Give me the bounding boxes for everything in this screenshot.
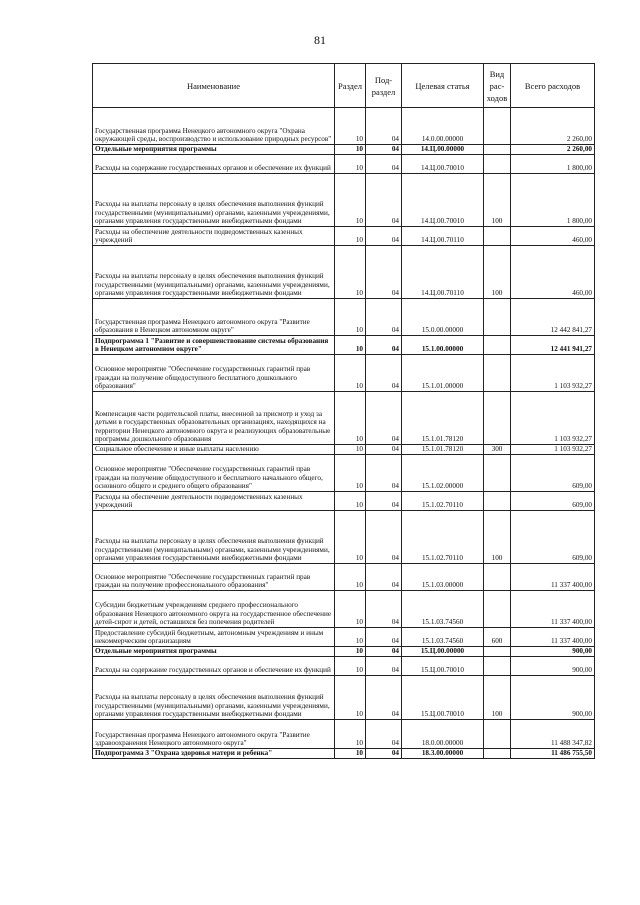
table-cell-section: 10 — [335, 657, 366, 676]
table-cell-section: 10 — [335, 647, 366, 657]
table-cell-type: 100 — [484, 174, 511, 227]
table-row — [93, 657, 595, 676]
table-cell-type — [484, 647, 511, 657]
table-cell-total: 1 800,00 — [511, 155, 595, 174]
table-cell-type: 300 — [484, 445, 511, 455]
table-cell-type — [484, 155, 511, 174]
table-cell-total: 900,00 — [511, 657, 595, 676]
table-row — [93, 108, 595, 145]
table-row — [93, 246, 595, 299]
page-number: 81 — [314, 33, 326, 47]
table-cell-subsection: 04 — [366, 720, 402, 749]
table-cell-subsection: 04 — [366, 299, 402, 336]
table-row — [93, 155, 595, 174]
header-type: Вид рас-ходов — [484, 64, 511, 108]
header-subsection: Под-раздел — [366, 64, 402, 108]
table-cell-type — [484, 749, 511, 759]
table-cell-subsection: 04 — [366, 445, 402, 455]
table-cell-subsection: 04 — [366, 647, 402, 657]
table-row — [93, 647, 595, 657]
table-cell-total: 460,00 — [511, 227, 595, 246]
table-cell-subsection: 04 — [366, 455, 402, 492]
table-cell-name: Отдельные мероприятия программы — [93, 145, 335, 155]
table-cell-subsection: 04 — [366, 155, 402, 174]
table-cell-section: 10 — [335, 564, 366, 591]
table-cell-target: 15.1.02.00000 — [402, 455, 484, 492]
table-cell-total: 11 337 400,00 — [511, 628, 595, 647]
table-cell-subsection: 04 — [366, 392, 402, 445]
table-cell-target: 18.0.00.00000 — [402, 720, 484, 749]
table-cell-section: 10 — [335, 749, 366, 759]
table-cell-total: 12 442 841,27 — [511, 299, 595, 336]
table-cell-type: 100 — [484, 246, 511, 299]
table-row — [93, 392, 595, 445]
table-cell-name: Подпрограмма 3 "Охрана здоровья матери и ребенка" — [93, 749, 335, 759]
table-cell-name: Расходы на содержание государственных органов и обеспечение их функций — [93, 155, 335, 174]
table-row — [93, 511, 595, 564]
table-cell-total: 609,00 — [511, 511, 595, 564]
table-cell-target: 14.Ц.00.70010 — [402, 174, 484, 227]
table-cell-section: 10 — [335, 155, 366, 174]
table-cell-section: 10 — [335, 174, 366, 227]
table-header-row — [93, 64, 595, 108]
table-cell-total: 1 800,00 — [511, 174, 595, 227]
table-cell-section: 10 — [335, 246, 366, 299]
table-cell-target: 15.1.01.00000 — [402, 355, 484, 392]
table-cell-total: 900,00 — [511, 676, 595, 720]
table-cell-subsection: 04 — [366, 227, 402, 246]
table-cell-target: 15.Ц.00.70010 — [402, 657, 484, 676]
table-row — [93, 445, 595, 455]
table-row — [93, 720, 595, 749]
table-cell-type — [484, 492, 511, 511]
table-cell-section: 10 — [335, 355, 366, 392]
table-cell-type — [484, 336, 511, 355]
table-cell-target: 14.0.00.00000 — [402, 108, 484, 145]
header-section: Раздел — [335, 64, 366, 108]
table-cell-subsection: 04 — [366, 749, 402, 759]
table-cell-target: 15.1.03.00000 — [402, 564, 484, 591]
table-cell-total: 12 441 941,27 — [511, 336, 595, 355]
budget-table — [92, 63, 595, 759]
table-cell-subsection: 04 — [366, 591, 402, 628]
table-cell-target: 14.Ц.00.70110 — [402, 246, 484, 299]
table-cell-type — [484, 145, 511, 155]
table-cell-total: 2 260,00 — [511, 108, 595, 145]
table-cell-name: Расходы на обеспечение деятельности подведомственных казенных учреждений — [93, 492, 335, 511]
table-cell-name: Расходы на выплаты персоналу в целях обеспечения выполнения функций государственными (муниципальными) органами, казенными учреждениями, органами управления государственными внебюджетными фондами — [93, 246, 335, 299]
table-cell-section: 10 — [335, 445, 366, 455]
table-row — [93, 455, 595, 492]
table-cell-subsection: 04 — [366, 511, 402, 564]
table-cell-total: 609,00 — [511, 492, 595, 511]
table-cell-subsection: 04 — [366, 246, 402, 299]
table-cell-section: 10 — [335, 511, 366, 564]
table-cell-total: 460,00 — [511, 246, 595, 299]
table-row — [93, 628, 595, 647]
table-cell-type — [484, 564, 511, 591]
table-cell-type: 600 — [484, 628, 511, 647]
table-cell-type — [484, 657, 511, 676]
table-cell-total: 11 337 400,00 — [511, 564, 595, 591]
table-cell-section: 10 — [335, 145, 366, 155]
table-cell-type — [484, 591, 511, 628]
table-cell-total: 1 103 932,27 — [511, 445, 595, 455]
header-name: Наименование — [93, 64, 335, 108]
table-row — [93, 564, 595, 591]
table-cell-name: Основное мероприятие "Обеспечение государственных гарантий прав граждан на получение общедоступного и бесплатного начального общего, основного общего и среднего общего образования" — [93, 455, 335, 492]
table-cell-subsection: 04 — [366, 657, 402, 676]
table-cell-target: 14.Ц.00.70010 — [402, 155, 484, 174]
table-cell-target: 15.Ц.00.00000 — [402, 647, 484, 657]
table-cell-target: 14.Ц.00.70110 — [402, 227, 484, 246]
table-cell-target: 15.0.00.00000 — [402, 299, 484, 336]
table-row — [93, 145, 595, 155]
table-cell-type — [484, 392, 511, 445]
table-cell-type — [484, 227, 511, 246]
table-cell-name: Государственная программа Ненецкого автономного округа "Развитие здравоохранения Ненецкого автономного округа" — [93, 720, 335, 749]
table-cell-name: Основное мероприятие "Обеспечение государственных гарантий прав граждан на получение общедоступного бесплатного дошкольного образования" — [93, 355, 335, 392]
table-cell-target: 15.1.01.78120 — [402, 392, 484, 445]
table-cell-target: 18.3.00.00000 — [402, 749, 484, 759]
table-cell-name: Расходы на содержание государственных органов и обеспечение их функций — [93, 657, 335, 676]
table-cell-target: 15.Ц.00.70010 — [402, 676, 484, 720]
table-cell-section: 10 — [335, 628, 366, 647]
table-cell-subsection: 04 — [366, 336, 402, 355]
table-cell-total: 609,00 — [511, 455, 595, 492]
table-row — [93, 676, 595, 720]
table-cell-name: Расходы на обеспечение деятельности подведомственных казенных учреждений — [93, 227, 335, 246]
table-cell-subsection: 04 — [366, 145, 402, 155]
table-cell-subsection: 04 — [366, 492, 402, 511]
table-cell-section: 10 — [335, 720, 366, 749]
table-cell-name: Отдельные мероприятия программы — [93, 647, 335, 657]
table-cell-target: 15.1.01.78120 — [402, 445, 484, 455]
table-cell-subsection: 04 — [366, 174, 402, 227]
table-cell-section: 10 — [335, 299, 366, 336]
table-cell-section: 10 — [335, 455, 366, 492]
table-cell-total: 1 103 932,27 — [511, 392, 595, 445]
table-row — [93, 355, 595, 392]
table-cell-subsection: 04 — [366, 676, 402, 720]
table-cell-target: 15.1.02.70110 — [402, 492, 484, 511]
header-total: Всего расходов — [511, 64, 595, 108]
table-cell-type — [484, 108, 511, 145]
table-cell-subsection: 04 — [366, 108, 402, 145]
table-row — [93, 492, 595, 511]
table-cell-total: 1 103 932,27 — [511, 355, 595, 392]
header-target: Целевая статья — [402, 64, 484, 108]
table-cell-subsection: 04 — [366, 355, 402, 392]
table-cell-section: 10 — [335, 492, 366, 511]
table-cell-section: 10 — [335, 591, 366, 628]
table-cell-name: Подпрограмма 1 "Развитие и совершенствование системы образования в Ненецком автономном округе" — [93, 336, 335, 355]
table-cell-subsection: 04 — [366, 628, 402, 647]
table-cell-section: 10 — [335, 676, 366, 720]
table-cell-target: 15.1.00.00000 — [402, 336, 484, 355]
table-cell-name: Социальное обеспечение и иные выплаты населению — [93, 445, 335, 455]
table-cell-total: 11 488 347,82 — [511, 720, 595, 749]
table-row — [93, 591, 595, 628]
table-cell-name: Государственная программа Ненецкого автономного округа "Охрана окружающей среды, воспроизводство и использование природных ресурсов" — [93, 108, 335, 145]
table-cell-total: 900,00 — [511, 647, 595, 657]
table-cell-type: 100 — [484, 511, 511, 564]
table-row — [93, 299, 595, 336]
table-cell-name: Расходы на выплаты персоналу в целях обеспечения выполнения функций государственными (муниципальными) органами, казенными учреждениями, органами управления государственными внебюджетными фондами — [93, 174, 335, 227]
table-cell-name: Расходы на выплаты персоналу в целях обеспечения выполнения функций государственными (муниципальными) органами, казенными учреждениями, органами управления государственными внебюджетными фондами — [93, 676, 335, 720]
table-row — [93, 227, 595, 246]
table-cell-target: 15.1.02.70110 — [402, 511, 484, 564]
table-cell-name: Расходы на выплаты персоналу в целях обеспечения выполнения функций государственными (муниципальными) органами, казенными учреждениями, органами управления государственными внебюджетными фондами — [93, 511, 335, 564]
table-cell-type — [484, 355, 511, 392]
table-cell-subsection: 04 — [366, 564, 402, 591]
table-cell-total: 11 337 400,00 — [511, 591, 595, 628]
table-cell-name: Государственная программа Ненецкого автономного округа "Развитие образования в Ненецком автономном округе" — [93, 299, 335, 336]
table-cell-type — [484, 299, 511, 336]
table-cell-name: Субсидии бюджетным учреждениям среднего профессионального образования Ненецкого автономного округа на государственное обеспечение детей-сирот и детей, оставшихся без попечения родителей — [93, 591, 335, 628]
table-cell-type: 100 — [484, 676, 511, 720]
table-cell-section: 10 — [335, 392, 366, 445]
table-row — [93, 174, 595, 227]
table-row — [93, 749, 595, 759]
table-cell-section: 10 — [335, 108, 366, 145]
table-cell-section: 10 — [335, 336, 366, 355]
table-cell-type — [484, 720, 511, 749]
table-cell-name: Компенсация части родительской платы, внесенной за присмотр и уход за детьми в государственных образовательных организациях, находящихся на территории Ненецкого автономного округа и реализующих образовательные программы дошкольного образования — [93, 392, 335, 445]
table-cell-target: 15.1.03.74560 — [402, 591, 484, 628]
table-cell-type — [484, 455, 511, 492]
table-cell-total: 2 260,00 — [511, 145, 595, 155]
table-cell-section: 10 — [335, 227, 366, 246]
table-cell-target: 15.1.03.74560 — [402, 628, 484, 647]
table-row — [93, 336, 595, 355]
table-cell-name: Основное мероприятие "Обеспечение государственных гарантий прав граждан на получение профессионального образования" — [93, 564, 335, 591]
table-cell-target: 14.Ц.00.00000 — [402, 145, 484, 155]
table-cell-name: Предоставление субсидий бюджетным, автономным учреждениям и иным некоммерческим организациям — [93, 628, 335, 647]
table-cell-total: 11 486 755,50 — [511, 749, 595, 759]
